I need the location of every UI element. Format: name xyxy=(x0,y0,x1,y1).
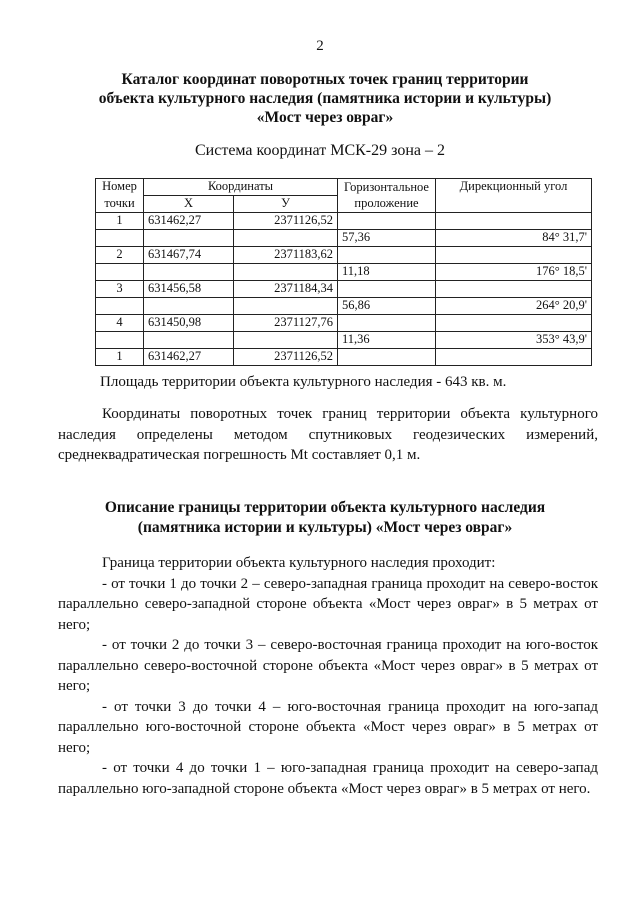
header-direction-angle: Дирекционный угол xyxy=(436,179,592,213)
boundary-description xyxy=(58,553,598,799)
table-row xyxy=(96,230,592,247)
segment-angle: 353° 43,9' xyxy=(436,332,592,349)
accuracy-paragraph: Координаты поворотных точек границ территории объекта культурного наследия определены методом спутниковых геодезических измерений, среднеквадратическая погрешность Мt составляет 0,1 м. xyxy=(58,406,598,463)
table-header-row xyxy=(96,179,592,196)
description-item: - от точки 1 до точки 2 – северо-западная граница проходит на северо-восток параллельно северо-западной стороне объекта «Мост через овраг» в 5 метрах от него; xyxy=(58,575,598,633)
segment-distance: 56,86 xyxy=(338,298,436,315)
description-item: - от точки 4 до точки 1 – юго-западная граница проходит на северо-запад параллельно юго-западной стороне объекта «Мост через овраг» в 5 метрах от него. xyxy=(58,760,598,797)
table-row xyxy=(96,315,592,332)
table-row xyxy=(96,247,592,264)
table-row xyxy=(96,332,592,349)
table-row xyxy=(96,349,592,366)
point-x: 631450,98 xyxy=(144,315,234,332)
point-y: 2371126,52 xyxy=(234,349,338,366)
point-y: 2371183,62 xyxy=(234,247,338,264)
point-no: 1 xyxy=(96,349,144,366)
coordinate-system: Система координат МСК-29 зона – 2 xyxy=(194,142,446,159)
segment-angle: 176° 18,5' xyxy=(436,264,592,281)
segment-angle: 264° 20,9' xyxy=(436,298,592,315)
point-no: 1 xyxy=(96,213,144,230)
area-statement: Площадь территории объекта культурного наследия - 643 кв. м. xyxy=(100,374,507,390)
segment-distance: 11,36 xyxy=(338,332,436,349)
header-coordinates: Координаты xyxy=(144,179,338,196)
page-number: 2 xyxy=(316,38,324,54)
point-y: 2371127,76 xyxy=(234,315,338,332)
segment-angle: 84° 31,7' xyxy=(436,230,592,247)
segment-distance: 11,18 xyxy=(338,264,436,281)
point-no: 3 xyxy=(96,281,144,298)
segment-distance: 57,36 xyxy=(338,230,436,247)
description-title xyxy=(60,498,590,538)
catalog-title-line1: Каталог координат поворотных точек границ территории xyxy=(121,71,529,88)
description-item: - от точки 3 до точки 4 – юго-восточная граница проходит на юго-запад параллельно юго-восточной стороне объекта «Мост через овраг» в 5 метрах от него; xyxy=(58,698,598,756)
point-y: 2371126,52 xyxy=(234,213,338,230)
table-row xyxy=(96,264,592,281)
point-x: 631456,58 xyxy=(144,281,234,298)
description-title-line1: Описание границы территории объекта культурного наследия xyxy=(104,499,546,516)
catalog-title-line3: «Мост через овраг» xyxy=(256,109,394,126)
header-y: У xyxy=(234,196,338,213)
table-row xyxy=(96,298,592,315)
header-horizontal: Горизонтальное проложение xyxy=(338,179,436,213)
header-point-no: Номер xyxy=(96,179,144,196)
description-intro: Граница территории объекта культурного наследия проходит: xyxy=(102,555,496,571)
coordinates-table xyxy=(95,178,592,366)
description-item: - от точки 2 до точки 3 – северо-восточная граница проходит на юго-восток параллельно северо-восточной стороне объекта «Мост через овраг» в 5 метрах от него; xyxy=(58,637,598,694)
point-no: 2 xyxy=(96,247,144,264)
point-x: 631462,27 xyxy=(144,213,234,230)
header-x: X xyxy=(144,196,234,213)
catalog-title-line2: объекта культурного наследия (памятника истории и культуры) xyxy=(98,90,552,107)
catalog-title xyxy=(70,70,580,127)
header-point-no-line2: точки xyxy=(96,196,144,213)
table-row xyxy=(96,213,592,230)
description-title-line2: (памятника истории и культуры) «Мост через овраг» xyxy=(137,519,513,536)
table-row xyxy=(96,281,592,298)
point-y: 2371184,34 xyxy=(234,281,338,298)
point-x: 631462,27 xyxy=(144,349,234,366)
point-x: 631467,74 xyxy=(144,247,234,264)
point-no: 4 xyxy=(96,315,144,332)
